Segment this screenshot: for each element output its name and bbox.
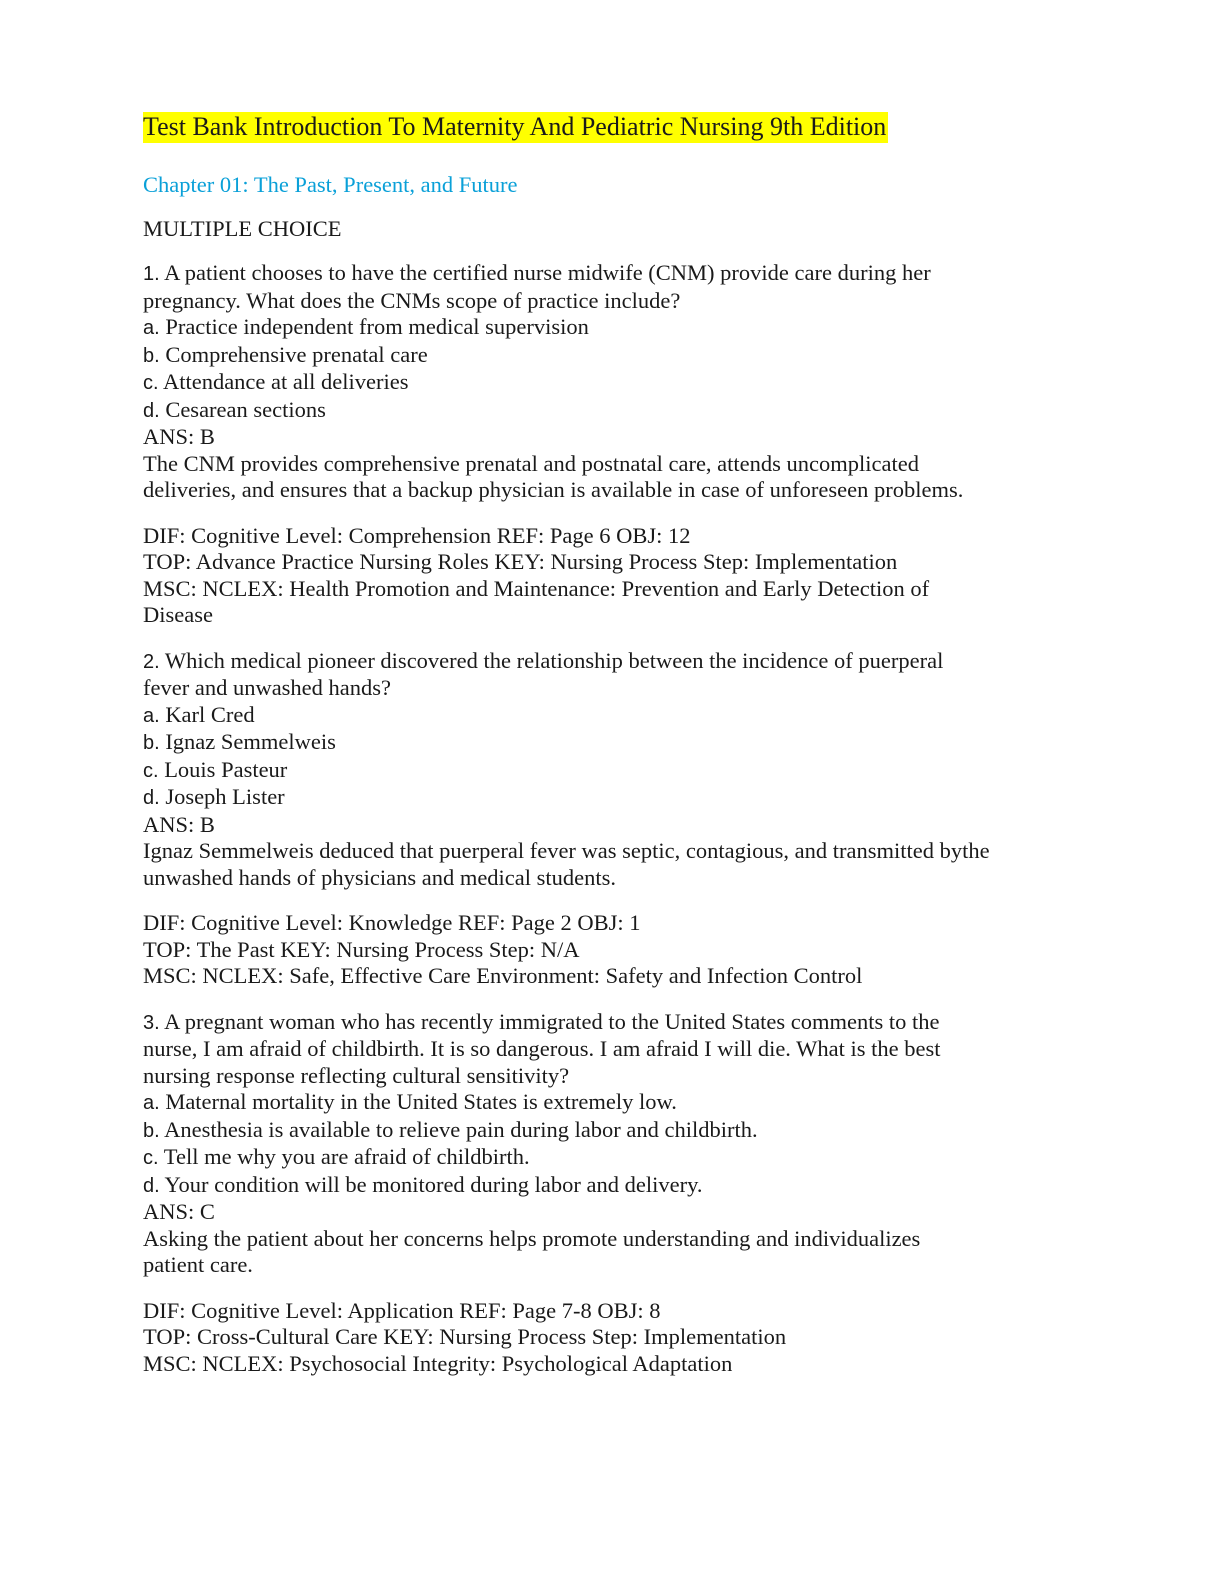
question-stem-line: 3. A pregnant woman who has recently immigrated to the United States comments to the: [143, 1008, 940, 1034]
answer-option-c: [143, 1144, 1043, 1172]
question-stem-line: nurse, I am afraid of childbirth. It is so dangerous. I am afraid I will die. What is the best: [143, 1036, 941, 1061]
section-label: MULTIPLE CHOICE: [143, 216, 342, 241]
option-text: Karl Cred: [165, 701, 255, 727]
question-1: [143, 260, 1043, 629]
option-text: Louis Pasteur: [164, 756, 288, 782]
question-3: [143, 1009, 1043, 1378]
question-number: 1.: [143, 263, 160, 285]
option-text: Anesthesia is available to relieve pain during labor and childbirth.: [164, 1116, 758, 1142]
question-number: 2.: [143, 650, 160, 673]
option-letter: d.: [143, 787, 160, 809]
answer-option-b: [143, 342, 1043, 370]
rationale-line: deliveries, and ensures that a backup physician is available in case of unforeseen problems.: [143, 477, 964, 502]
option-letter: d.: [143, 399, 160, 422]
rationale-line: Ignaz Semmelweis deduced that puerperal fever was septic, contagious, and transmitted bythe: [143, 838, 990, 863]
answer-key: ANS: B: [143, 811, 215, 837]
metadata-line: TOP: The Past KEY: Nursing Process Step: N/A: [143, 936, 580, 962]
option-text: Attendance at all deliveries: [162, 369, 409, 394]
metadata-line: TOP: Cross-Cultural Care KEY: Nursing Process Step: Implementation: [143, 1324, 787, 1349]
metadata-line: DIF: Cognitive Level: Comprehension REF: Page 6 OBJ: 12: [143, 522, 691, 548]
answer-key: ANS: B: [143, 424, 215, 449]
answer-option-a: [143, 314, 1043, 342]
question-stem-line: nursing response reflecting cultural sensitivity?: [143, 1062, 570, 1088]
option-letter: a.: [143, 1092, 160, 1114]
answer-option-d: [143, 784, 1043, 812]
option-text: Comprehensive prenatal care: [165, 341, 428, 367]
answer-option-b: [143, 729, 1043, 757]
option-letter: a.: [143, 704, 160, 727]
metadata-line: DIF: Cognitive Level: Knowledge REF: Page 2 OBJ: 1: [143, 910, 641, 935]
option-letter: a.: [143, 317, 160, 339]
document-title: [143, 110, 1043, 144]
document-content: [143, 110, 1043, 1377]
answer-option-d: [143, 1172, 1043, 1200]
rationale-line: The CNM provides comprehensive prenatal and postnatal care, attends uncomplicated: [143, 450, 919, 476]
option-letter: d.: [143, 1174, 160, 1197]
option-text: Your condition will be monitored during labor and delivery.: [164, 1171, 703, 1197]
answer-key: ANS: C: [143, 1199, 215, 1224]
question-stem-line: fever and unwashed hands?: [143, 675, 392, 700]
metadata-line: DIF: Cognitive Level: Application REF: Page 7-8 OBJ: 8: [143, 1297, 661, 1323]
answer-option-a: [143, 702, 1043, 730]
question-number: 3.: [143, 1011, 160, 1034]
option-letter: b.: [143, 344, 160, 367]
option-letter: c.: [143, 759, 159, 782]
option-text: Tell me why you are afraid of childbirth.: [163, 1144, 530, 1169]
question-metadata: [143, 523, 1043, 629]
metadata-line: TOP: Advance Practice Nursing Roles KEY: Nursing Process Step: Implementation: [143, 549, 898, 574]
answer-option-d: [143, 397, 1043, 425]
metadata-line: MSC: NCLEX: Safe, Effective Care Environment: Safety and Infection Control: [143, 963, 863, 988]
option-text: Cesarean sections: [165, 396, 326, 422]
answer-option-b: [143, 1117, 1043, 1145]
option-letter: c.: [143, 372, 159, 394]
question-stem-line: 1. A patient chooses to have the certified nurse midwife (CNM) provide care during her: [143, 260, 931, 285]
question-metadata: [143, 1298, 1043, 1378]
option-text: Ignaz Semmelweis: [165, 729, 336, 754]
answer-option-a: [143, 1089, 1043, 1117]
question-stem-line: 2. Which medical pioneer discovered the relationship between the incidence of puerperal: [143, 647, 944, 673]
option-letter: c.: [143, 1147, 159, 1169]
metadata-line: MSC: NCLEX: Health Promotion and Maintenance: Prevention and Early Detection of: [143, 575, 930, 601]
question-metadata: [143, 910, 1043, 990]
option-letter: b.: [143, 732, 160, 754]
chapter-heading: Chapter 01: The Past, Present, and Future: [143, 172, 518, 197]
rationale-line: Asking the patient about her concerns helps promote understanding and individualizes: [143, 1225, 921, 1251]
option-letter: b.: [143, 1119, 160, 1142]
option-text: Maternal mortality in the United States is extremely low.: [165, 1089, 677, 1114]
metadata-line: Disease: [143, 602, 213, 627]
question-2: [143, 648, 1043, 990]
question-stem-line: pregnancy. What does the CNMs scope of practice include?: [143, 287, 681, 313]
answer-option-c: [143, 757, 1043, 785]
document-title-text: Test Bank Introduction To Maternity And Pediatric Nursing 9th Edition: [143, 112, 887, 141]
option-text: Practice independent from medical supervision: [165, 314, 589, 339]
metadata-line: MSC: NCLEX: Psychosocial Integrity: Psychological Adaptation: [143, 1350, 733, 1376]
rationale-line: unwashed hands of physicians and medical students.: [143, 864, 617, 890]
option-text: Joseph Lister: [165, 784, 285, 809]
answer-option-c: [143, 369, 1043, 397]
rationale-line: patient care.: [143, 1252, 253, 1277]
